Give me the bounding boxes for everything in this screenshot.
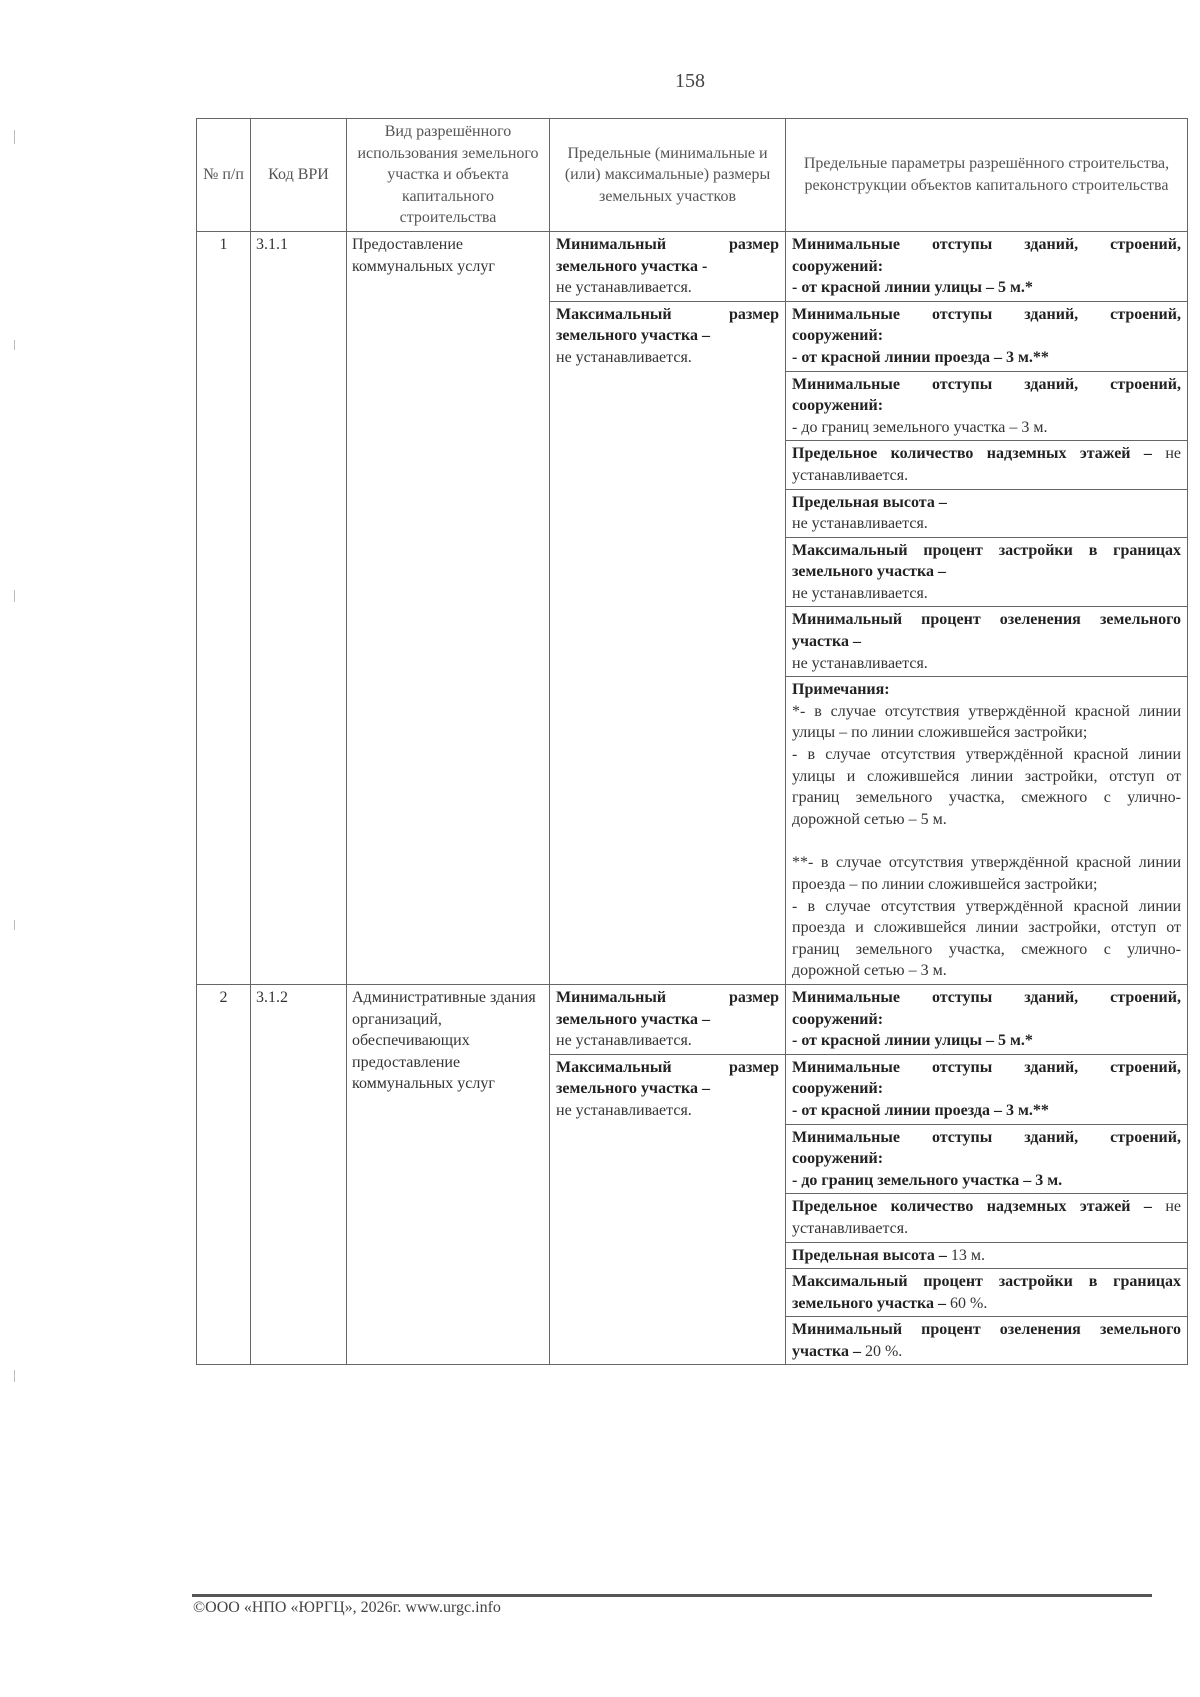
- param-setback-driveway: Минимальные отступы зданий, строений, сооружений: - от красной линии проезда – 3 м.**: [786, 302, 1187, 372]
- row-num: 1: [197, 231, 251, 984]
- param-floors: Предельное количество надземных этажей – не устанавливается.: [786, 441, 1187, 489]
- row-num: 2: [197, 984, 251, 1365]
- param-min-greenery: Минимальный процент озеленения земельного участка – 20 %.: [792, 1321, 1181, 1360]
- header-num: № п/п: [197, 119, 251, 232]
- plot-sizes-cell: [550, 984, 786, 1365]
- row-kind: Предоставление коммунальных услуг: [347, 231, 550, 984]
- max-size: Максимальный размер земельного участка – не устанавливается.: [556, 305, 779, 366]
- param-height: Предельная высота – не устанавливается.: [786, 490, 1187, 538]
- table-header-row: [197, 119, 1188, 232]
- header-plot-sizes: Предельные (минимальные и (или) максимальные) размеры земельных участков: [550, 119, 786, 232]
- plot-sizes-cell: [550, 231, 786, 984]
- header-params: Предельные параметры разрешённого строительства, реконструкции объектов капитального строительства: [786, 119, 1188, 232]
- max-size: Максимальный размер земельного участка – не устанавливается.: [556, 1058, 779, 1119]
- row-code: 3.1.1: [251, 231, 347, 984]
- footer-rule: [192, 1594, 1152, 1597]
- min-size: Минимальный размер земельного участка - не устанавливается.: [550, 232, 785, 302]
- regulations-table: [196, 118, 1188, 1365]
- param-setback-street: Минимальные отступы зданий, строений, сооружений: - от красной линии улицы – 5 м.*: [786, 985, 1187, 1055]
- param-setback-boundary: Минимальные отступы зданий, строений, сооружений: - до границ земельного участка – 3 м.: [786, 372, 1187, 442]
- param-setback-driveway: Минимальные отступы зданий, строений, сооружений: - от красной линии проезда – 3 м.**: [786, 1055, 1187, 1125]
- notes: Примечания: *- в случае отсутствия утверждённой красной линии улицы – по линии сложившейся застройки; - в случае отсутствия утверждённой красной линии улицы и сложившейся линии застройки, отступ от границ земельного участка, смежного с улично-дорожной сетью – 5 м. **- в случае отсутствия утверждённой красной линии проезда – по линии сложившейся застройки; - в случае отсутствия утверждённой красной линии проезда и сложившейся линии застройки, отступ от границ земельного участка, смежного с улично-дорожной сетью – 3 м.: [792, 681, 1181, 980]
- param-min-greenery: Минимальный процент озеленения земельного участка – не устанавливается.: [786, 607, 1187, 677]
- row-code: 3.1.2: [251, 984, 347, 1365]
- params-cell: [786, 231, 1188, 984]
- row-kind: Административные здания организаций, обеспечивающих предоставление коммунальных услуг: [347, 984, 550, 1365]
- param-setback-boundary: Минимальные отступы зданий, строений, сооружений: - до границ земельного участка – 3 м.: [786, 1125, 1187, 1195]
- param-floors: Предельное количество надземных этажей – не устанавливается.: [786, 1194, 1187, 1242]
- param-max-coverage: Максимальный процент застройки в границах земельного участка – 60 %.: [786, 1269, 1187, 1317]
- header-kind: Вид разрешённого использования земельного участка и объекта капитального строительства: [347, 119, 550, 232]
- param-max-coverage: Максимальный процент застройки в границах земельного участка – не устанавливается.: [786, 538, 1187, 608]
- header-code: Код ВРИ: [251, 119, 347, 232]
- table-row: [197, 231, 1188, 984]
- page-number: 158: [675, 70, 705, 92]
- min-size: Минимальный размер земельного участка – не устанавливается.: [550, 985, 785, 1055]
- param-height: Предельная высота – 13 м.: [786, 1243, 1187, 1270]
- params-cell: [786, 984, 1188, 1365]
- footer-copyright: ©ООО «НПО «ЮРГЦ», 2026г. www.urgc.info: [193, 1599, 501, 1616]
- param-setback-street: Минимальные отступы зданий, строений, сооружений: - от красной линии улицы – 5 м.*: [786, 232, 1187, 302]
- table-row: [197, 984, 1188, 1365]
- binding-margin-marks: [14, 130, 18, 1630]
